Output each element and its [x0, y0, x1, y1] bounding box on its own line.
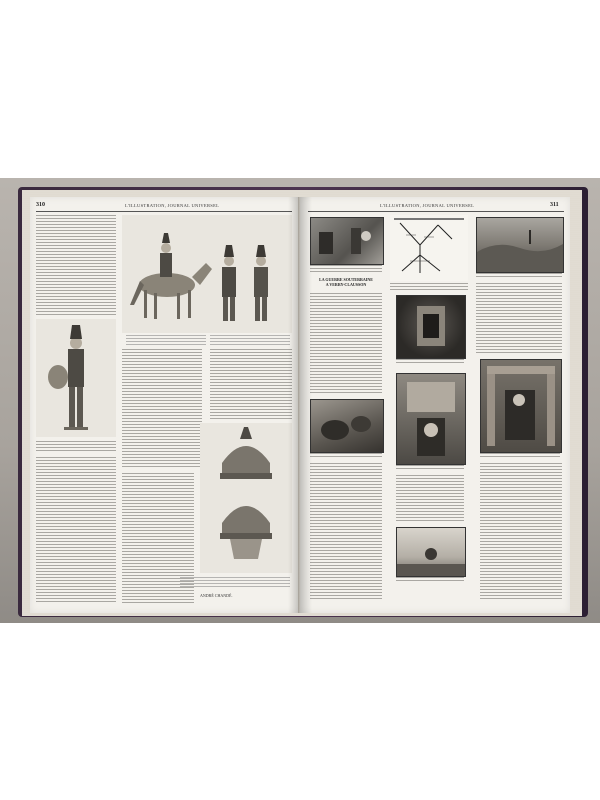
photo-timbered-gallery-shapes	[481, 360, 561, 452]
article-column-left-top	[310, 293, 382, 393]
photo-trench-interior-shapes	[311, 218, 383, 264]
photo-mine-explosion	[396, 527, 466, 577]
article-heading	[310, 277, 382, 287]
photo-crater-shapes	[477, 218, 563, 272]
diagram-caption	[390, 283, 468, 291]
article-heading-line2: A VERRY-CLAUSSON	[325, 282, 367, 287]
trench-photo-caption	[310, 265, 382, 273]
explosion-caption	[396, 577, 464, 583]
sappers-caption	[310, 453, 382, 459]
left-running-head: L'ILLUSTRATION, JOURNAL UNIVERSEL	[125, 203, 220, 208]
middle-column-text	[122, 349, 202, 469]
photo-timbered-gallery	[480, 359, 562, 453]
helmets-illustration	[200, 423, 292, 573]
tunnel-diagram-drawing	[390, 215, 468, 281]
right-running-head: L'ILLUSTRATION, JOURNAL UNIVERSEL	[380, 203, 475, 208]
left-page	[30, 197, 299, 613]
article-column-center-bottom	[396, 475, 464, 523]
photo-explosion-shapes	[397, 528, 465, 576]
drummer-caption	[36, 441, 116, 453]
article-column-right-top	[476, 283, 562, 355]
photo-sappers-at-work	[310, 399, 384, 453]
photo-mine-doorway-shapes	[397, 296, 465, 358]
doorway-caption	[396, 359, 464, 365]
left-header-rule	[36, 211, 292, 212]
article-column-left-bottom	[310, 463, 382, 599]
left-page-signature: ANDRÉ CHANDÉ.	[200, 593, 233, 598]
helmets-drawing	[200, 423, 292, 573]
drummer-illustration	[36, 319, 116, 437]
photo-crater-landscape	[476, 217, 564, 273]
gallery-caption	[480, 453, 560, 459]
article-heading-line1: LA GUERRE SOUTERRAINE	[319, 277, 373, 282]
photo-trench-interior	[310, 217, 384, 265]
soldiers-drawing	[122, 215, 292, 333]
soldiers-caption-left	[126, 335, 206, 345]
photo-listening-post-shapes	[397, 374, 465, 464]
listening-post-caption	[396, 465, 464, 471]
soldiers-illustration	[122, 215, 292, 333]
drummer-drawing	[36, 319, 116, 437]
photo-sappers-shapes	[311, 400, 383, 452]
right-column-text-upper	[210, 349, 292, 419]
photo-mine-doorway	[396, 295, 466, 359]
helmets-caption	[180, 577, 290, 587]
photo-listening-post	[396, 373, 466, 465]
left-column-text-top	[36, 215, 116, 315]
right-header-rule	[308, 211, 564, 212]
tunnel-diagram	[390, 215, 468, 281]
left-page-number: 310	[36, 202, 45, 208]
middle-column-text-lower	[122, 473, 194, 603]
article-column-right-bottom	[480, 463, 562, 599]
right-page	[300, 197, 570, 613]
right-page-number: 311	[550, 202, 559, 208]
left-column-text-lower	[36, 457, 116, 602]
crater-caption	[476, 273, 562, 279]
soldiers-caption-right	[210, 335, 290, 345]
